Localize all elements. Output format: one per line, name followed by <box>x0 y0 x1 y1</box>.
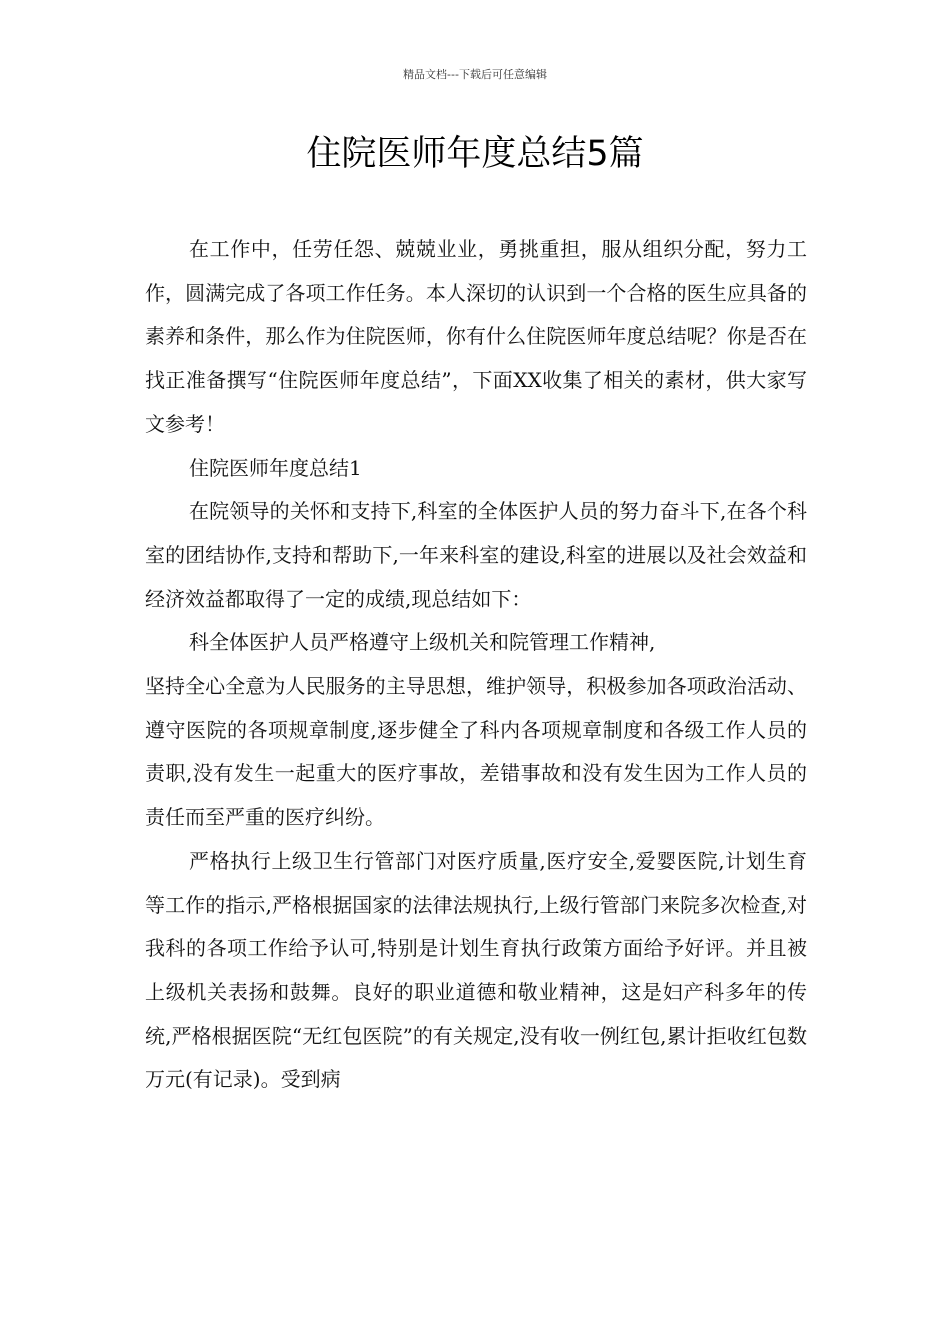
header-note: 精品文档---下载后可任意编辑 <box>403 68 547 81</box>
body-paragraph: 科全体医护人员严格遵守上级机关和院管理工作精神, <box>189 630 656 655</box>
body-paragraph: 严格执行上级卫生行管部门对医疗质量,医疗安全,爱婴医院,计划生育等工作的指示,严格根据国家的法律法规执行,上级行管部门来院多次检查,对我科的各项工作给予认可,特别是计划生育执行政策方面给予好评。并且被上级机关表扬和鼓舞。良好的职业道德和敬业精神，这是妇产科多年的传统,严格根据医院“无红包医院”的有关规定,没有收一例红包,累计拒收红包数万元(有记录)。受到病 <box>145 848 807 1092</box>
page-title: 住院医师年度总结5篇 <box>306 134 644 174</box>
section-heading: 住院医师年度总结1 <box>189 455 362 480</box>
document-body <box>145 228 807 1102</box>
body-paragraph: 在院领导的关怀和支持下,科室的全体医护人员的努力奋斗下,在各个科室的团结协作,支持和帮助下,一年来科室的建设,科室的进展以及社会效益和经济效益都取得了一定的成绩,现总结如下： <box>145 499 807 611</box>
intro-paragraph: 在工作中，任劳任怨、兢兢业业，勇挑重担，服从组织分配，努力工作，圆满完成了各项工作任务。本人深切的认识到一个合格的医生应具备的素养和条件，那么作为住院医师，你有什么住院医师年度总结呢？你是否在找正准备撰写“住院医师年度总结”，下面XX收集了相关的素材，供大家写文参考！ <box>145 237 807 436</box>
body-paragraph: 坚持全心全意为人民服务的主导思想，维护领导，积极参加各项政治活动、遵守医院的各项规章制度,逐步健全了科内各项规章制度和各级工作人员的责职,没有发生一起重大的医疗事故，差错事故和没有发生因为工作人员的责任而至严重的医疗纠纷。 <box>145 674 807 830</box>
